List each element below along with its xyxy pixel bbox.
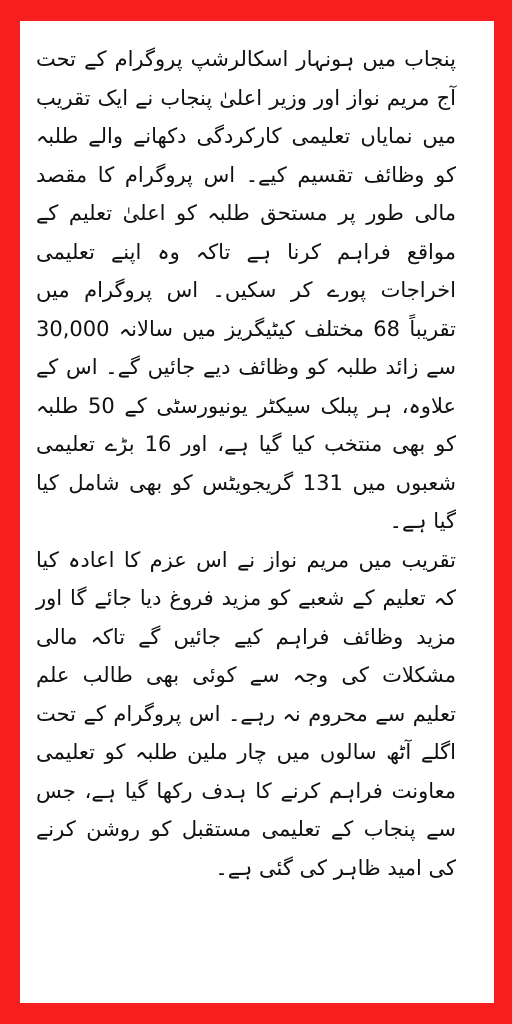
article-text <box>36 40 456 887</box>
paragraph-2: تقریب میں مریم نواز نے اس عزم کا اعادہ کیا کہ تعلیم کے شعبے کو مزید فروغ دیا جائے گا اور مزید وظائف فراہم کیے جائیں گے تاکہ مالی مشکلات کی وجہ سے کوئی بھی طالب علم تعلیم سے محروم نہ رہے۔ اس پروگرام کے تحت اگلے آٹھ سالوں میں چار ملین طلبہ کو تعلیمی معاونت فراہم کرنے کا ہدف رکھا گیا ہے، جس سے پنجاب کے تعلیمی مستقبل کو روشن کرنے کی امید ظاہر کی گئی ہے۔ <box>36 547 456 880</box>
paragraph-1: پنجاب میں ہونہار اسکالرشپ پروگرام کے تحت آج مریم نواز اور وزیر اعلیٰ پنجاب نے ایک تقریب میں نمایاں تعلیمی کارکردگی دکھانے والے طلبہ کو وظائف تقسیم کیے۔ اس پروگرام کا مقصد مالی طور پر مستحق طلبہ کو اعلیٰ تعلیم کے مواقع فراہم کرنا ہے تاکہ وہ اپنے تعلیمی اخراجات پورے کر سکیں۔ اس پروگرام میں تقریباً 68 مختلف کیٹیگریز میں سالانہ 30,000 سے زائد طلبہ کو وظائف دیے جائیں گے۔ اس کے علاوہ، ہر پبلک سیکٹر یونیورسٹی کے 50 طلبہ کو بھی منتخب کیا گیا ہے، اور 16 بڑے تعلیمی شعبوں میں 131 گریجویٹس کو بھی شامل کیا گیا ہے۔ <box>36 47 457 533</box>
